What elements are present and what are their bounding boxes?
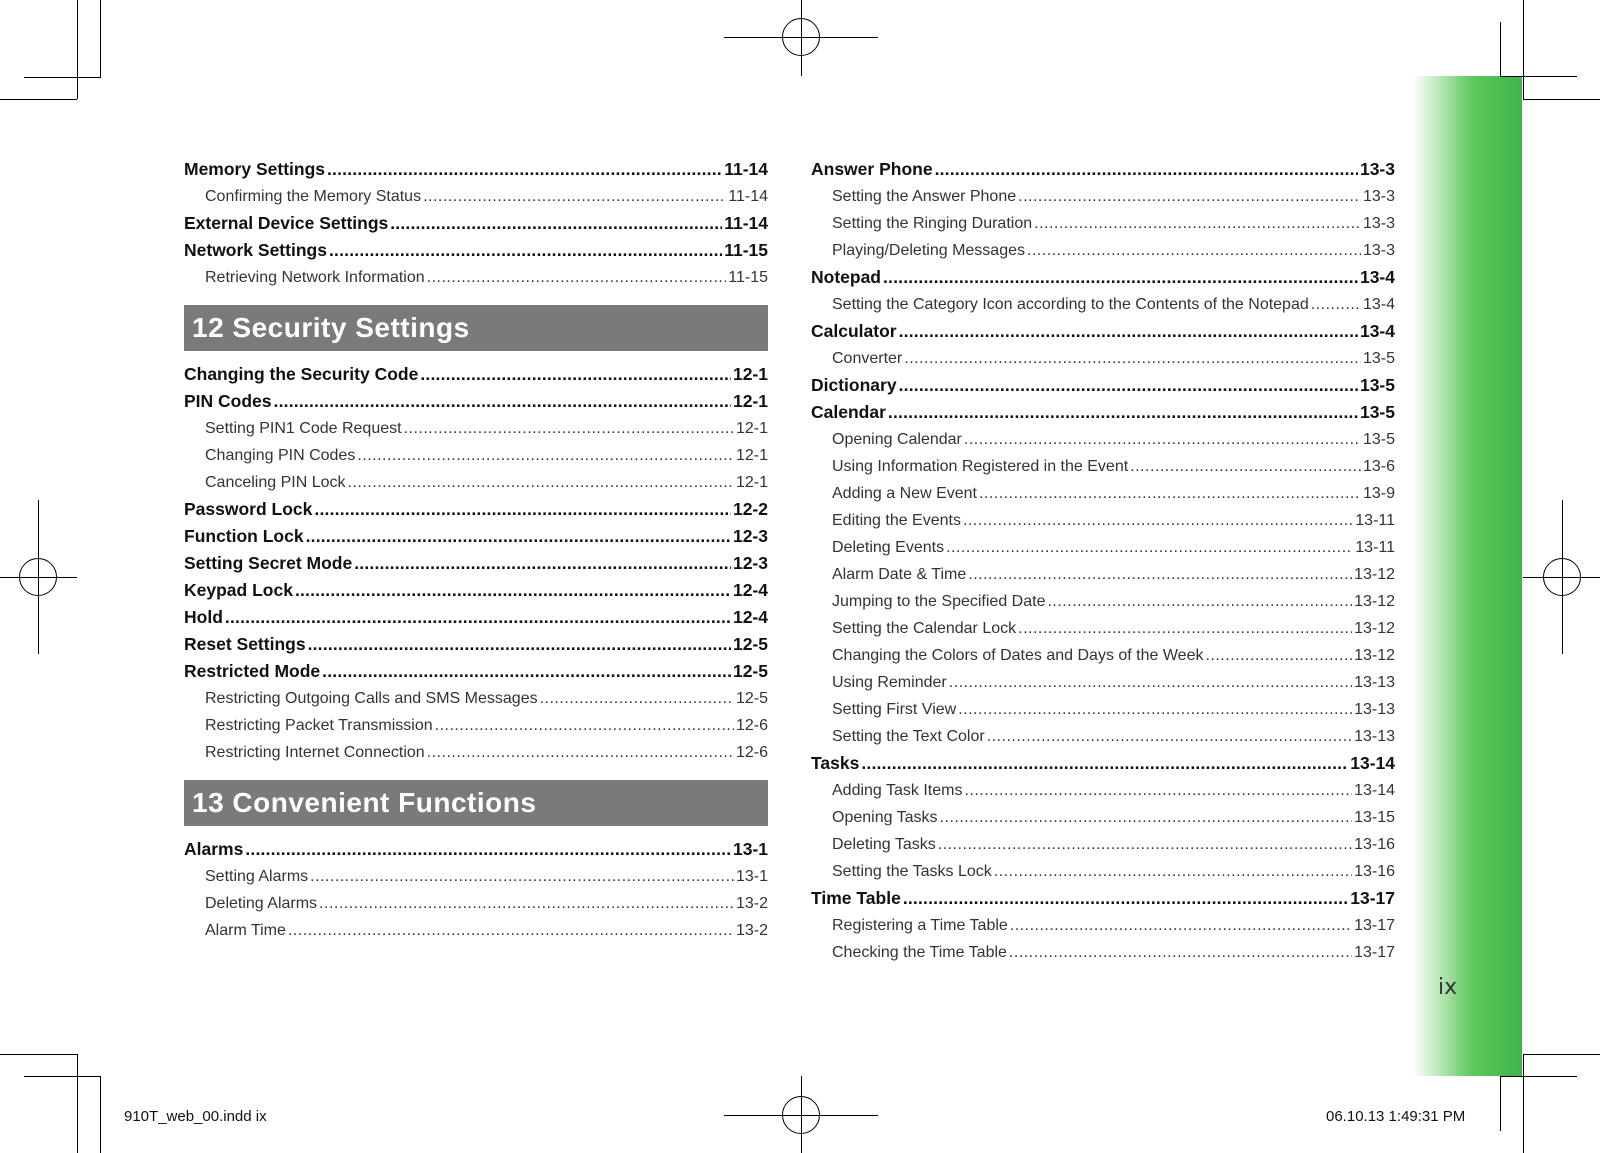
dot-leader [949,669,1352,696]
dot-leader [958,696,1352,723]
toc-page-number: 12-2 [732,499,768,519]
dot-leader [935,156,1358,183]
toc-section-entry[interactable] [184,577,768,604]
toc-entry-label: Alarms [184,839,244,859]
dot-leader [404,415,734,442]
toc-entry-label: Restricting Internet Connection [205,744,425,761]
footer-file-name: 910T_web_00.indd ix [124,1108,267,1125]
toc-subsection-entry[interactable] [811,858,1395,885]
dot-leader [1130,453,1361,480]
toc-subsection-entry[interactable] [184,863,768,890]
toc-entry-label: Opening Calendar [832,431,962,448]
toc-entry-label: Registering a Time Table [832,917,1008,934]
toc-subsection-entry[interactable] [811,939,1395,966]
toc-section-entry[interactable] [184,631,768,658]
toc-section-entry[interactable] [811,399,1395,426]
toc-page-number: 13-3 [1362,188,1395,205]
toc-page-number: 13-3 [1362,215,1395,232]
dot-leader [938,831,1352,858]
toc-section-entry[interactable] [184,836,768,863]
dot-leader [1018,615,1352,642]
toc-entry-label: Changing the Security Code [184,364,419,384]
toc-entry-label: Changing PIN Codes [205,447,356,464]
toc-entry-label: Setting PIN1 Code Request [205,420,402,437]
toc-page-number: 12-6 [735,717,768,734]
toc-section-entry[interactable] [184,496,768,523]
toc-entry-label: PIN Codes [184,391,272,411]
toc-entry-label: Editing the Events [832,512,961,529]
toc-entry-label: Network Settings [184,240,327,260]
toc-entry-label: Setting the Answer Phone [832,188,1017,205]
toc-entry-label: Deleting Tasks [832,836,936,853]
toc-entry-label: Time Table [811,888,901,908]
toc-subsection-entry[interactable] [184,712,768,739]
toc-page-number: 13-6 [1362,458,1395,475]
toc-subsection-entry[interactable] [811,777,1395,804]
toc-page-number: 13-12 [1354,620,1395,637]
dot-leader [427,264,727,291]
toc-entry-label: Setting Secret Mode [184,553,353,573]
dot-leader [883,264,1358,291]
toc-entry-label: Jumping to the Specified Date [832,593,1046,610]
toc-entry-label: Deleting Alarms [205,895,318,912]
toc-subsection-entry[interactable] [811,912,1395,939]
dot-leader [423,183,726,210]
toc-section-entry[interactable] [184,658,768,685]
toc-entry-label: Calculator [811,321,897,341]
toc-page-number: 12-4 [732,580,768,600]
dot-leader [904,345,1361,372]
dot-leader [964,777,1352,804]
toc-entry-label: Memory Settings [184,159,325,179]
toc-page-number: 13-5 [1362,431,1395,448]
toc-right-column [811,156,1395,966]
footer-timestamp: 06.10.13 1:49:31 PM [1326,1108,1466,1125]
toc-subsection-entry[interactable] [811,480,1395,507]
toc-subsection-entry[interactable] [811,291,1395,318]
dot-leader [357,442,734,469]
dot-leader [540,685,734,712]
toc-page-number: 13-2 [735,895,768,912]
toc-section-entry[interactable] [184,523,768,550]
toc-page-number: 12-4 [732,607,768,627]
toc-section-entry[interactable] [811,885,1395,912]
toc-subsection-entry[interactable] [811,237,1395,264]
toc-subsection-entry[interactable] [184,685,768,712]
toc-subsection-entry[interactable] [811,642,1395,669]
toc-page-number: 13-1 [732,839,768,859]
toc-subsection-entry[interactable] [184,469,768,496]
toc-page-number: 13-5 [1359,375,1395,395]
toc-section-entry[interactable] [184,210,768,237]
toc-page-number: 12-1 [735,420,768,437]
toc-page-number: 12-3 [732,553,768,573]
toc-page-number: 13-1 [735,868,768,885]
toc-page-number: 13-9 [1362,485,1395,502]
toc-subsection-entry[interactable] [811,453,1395,480]
toc-entry-label: Adding Task Items [832,782,963,799]
toc-page-number: 13-15 [1354,809,1395,826]
toc-section-entry[interactable] [184,388,768,415]
toc-page-number: 12-1 [732,364,768,384]
toc-subsection-entry[interactable] [184,415,768,442]
dot-leader [245,836,731,863]
toc-section-entry[interactable] [184,237,768,264]
toc-entry-label: Password Lock [184,499,313,519]
toc-page-number: 13-16 [1354,836,1395,853]
toc-page-number: 13-17 [1354,917,1395,934]
toc-entry-label: Tasks [811,753,860,773]
toc-entry-label: Using Reminder [832,674,947,691]
toc-entry-label: Restricted Mode [184,661,321,681]
dot-leader [1018,183,1361,210]
toc-subsection-entry[interactable] [811,696,1395,723]
toc-entry-label: Opening Tasks [832,809,938,826]
toc-entry-label: Keypad Lock [184,580,293,600]
toc-subsection-entry[interactable] [811,561,1395,588]
dot-leader [435,712,734,739]
toc-page-number: 13-4 [1359,267,1395,287]
dot-leader [861,750,1348,777]
toc-page-number: 11-14 [724,159,768,179]
toc-entry-label: Canceling PIN Lock [205,474,346,491]
dot-leader [888,399,1358,426]
toc-page-number: 12-5 [732,661,768,681]
dot-leader [1034,210,1361,237]
dot-leader [1009,939,1352,966]
toc-subsection-entry[interactable] [184,442,768,469]
toc-subsection-entry[interactable] [811,183,1395,210]
dot-leader [348,469,734,496]
toc-section-entry[interactable] [184,550,768,577]
toc-page-number: 11-15 [728,269,768,286]
dot-leader [314,496,731,523]
toc-entry-label: Setting First View [832,701,957,718]
dot-leader [327,156,722,183]
toc-subsection-entry[interactable] [811,669,1395,696]
toc-subsection-entry[interactable] [811,588,1395,615]
dot-leader [963,507,1353,534]
toc-entry-label: Alarm Date & Time [832,566,967,583]
toc-entry-label: Adding a New Event [832,485,977,502]
toc-page-number: 13-5 [1362,350,1395,367]
toc-section-entry[interactable] [811,750,1395,777]
toc-page-number: 13-13 [1354,728,1395,745]
toc-entry-label: Setting the Text Color [832,728,985,745]
toc-page-number: 11-14 [724,213,768,233]
toc-subsection-entry[interactable] [184,739,768,766]
toc-entry-label: Changing the Colors of Dates and Days of the Week [832,647,1204,664]
dot-leader [968,561,1352,588]
toc-page-number: 13-4 [1359,321,1395,341]
toc-left-column [184,156,768,944]
toc-section-entry[interactable] [811,318,1395,345]
page-number: ix [1438,975,1458,1000]
toc-page-number: 12-6 [735,744,768,761]
dot-leader [987,723,1352,750]
toc-entry-label: Converter [832,350,903,367]
toc-entry-label: Setting Alarms [205,868,309,885]
toc-subsection-entry[interactable] [811,804,1395,831]
dot-leader [964,426,1361,453]
toc-entry-label: Function Lock [184,526,304,546]
dot-leader [354,550,731,577]
toc-entry-label: Confirming the Memory Status [205,188,422,205]
dot-leader [274,388,731,415]
toc-entry-label: Playing/Deleting Messages [832,242,1025,259]
toc-entry-label: Checking the Time Table [832,944,1007,961]
toc-section-entry[interactable] [184,361,768,388]
toc-entry-label: Restricting Packet Transmission [205,717,433,734]
dot-leader [427,739,734,766]
dot-leader [288,917,734,944]
toc-entry-label: Retrieving Network Information [205,269,425,286]
toc-page-number: 13-17 [1350,888,1395,908]
toc-page-number: 12-3 [732,526,768,546]
toc-subsection-entry[interactable] [811,534,1395,561]
toc-subsection-entry[interactable] [184,917,768,944]
dot-leader [979,480,1361,507]
toc-entry-label: Dictionary [811,375,897,395]
toc-page-number: 13-11 [1355,539,1395,556]
toc-entry-label: Setting the Ringing Duration [832,215,1033,232]
toc-page-number: 12-1 [735,447,768,464]
toc-subsection-entry[interactable] [184,183,768,210]
toc-page-number: 13-17 [1354,944,1395,961]
dot-leader [1205,642,1352,669]
dot-leader [1047,588,1352,615]
toc-page-number: 12-5 [732,634,768,654]
toc-page-number: 13-12 [1354,593,1395,610]
toc-page-number: 12-5 [735,690,768,707]
dot-leader [319,890,734,917]
toc-entry-label: Reset Settings [184,634,306,654]
toc-entry-label: Notepad [811,267,881,287]
toc-section-entry[interactable] [811,264,1395,291]
toc-page-number: 13-2 [735,922,768,939]
toc-page-number: 13-12 [1354,647,1395,664]
toc-section-entry[interactable] [184,156,768,183]
dot-leader [994,858,1352,885]
toc-page-number: 13-11 [1355,512,1395,529]
toc-entry-label: Restricting Outgoing Calls and SMS Messages [205,690,538,707]
dot-leader [225,604,731,631]
dot-leader [308,631,731,658]
toc-page-number: 13-14 [1354,782,1395,799]
toc-page-number: 13-12 [1354,566,1395,583]
dot-leader [420,361,731,388]
dot-leader [940,804,1353,831]
dot-leader [899,318,1358,345]
toc-entry-label: Alarm Time [205,922,286,939]
dot-leader [310,863,734,890]
toc-page-number: 12-1 [735,474,768,491]
toc-entry-label: Hold [184,607,223,627]
toc-entry-label: Setting the Calendar Lock [832,620,1017,637]
dot-leader [1027,237,1361,264]
toc-page-number: 11-15 [724,240,768,260]
toc-subsection-entry[interactable] [811,615,1395,642]
dot-leader [1010,912,1352,939]
dot-leader [329,237,722,264]
dot-leader [1311,291,1361,318]
toc-entry-label: Answer Phone [811,159,933,179]
toc-page-number: 11-14 [728,188,768,205]
toc-subsection-entry[interactable] [811,831,1395,858]
toc-entry-label: Calendar [811,402,886,422]
toc-entry-label: Using Information Registered in the Event [832,458,1129,475]
chapter-heading: 12 Security Settings [184,305,768,351]
toc-entry-label: Setting the Category Icon according to the Contents of the Notepad [832,296,1309,313]
toc-subsection-entry[interactable] [811,426,1395,453]
toc-subsection-entry[interactable] [184,890,768,917]
toc-page-number: 13-5 [1359,402,1395,422]
toc-page-number: 13-4 [1362,296,1395,313]
toc-subsection-entry[interactable] [811,345,1395,372]
dot-leader [946,534,1353,561]
dot-leader [903,885,1348,912]
toc-section-entry[interactable] [811,156,1395,183]
chapter-heading: 13 Convenient Functions [184,780,768,826]
toc-page-number: 13-13 [1354,701,1395,718]
dot-leader [899,372,1358,399]
toc-subsection-entry[interactable] [811,507,1395,534]
dot-leader [322,658,731,685]
toc-page-number: 13-3 [1362,242,1395,259]
toc-page-number: 12-1 [732,391,768,411]
toc-section-entry[interactable] [811,372,1395,399]
dot-leader [295,577,731,604]
toc-subsection-entry[interactable] [184,264,768,291]
toc-subsection-entry[interactable] [811,723,1395,750]
toc-page-number: 13-3 [1359,159,1395,179]
dot-leader [390,210,722,237]
toc-entry-label: Setting the Tasks Lock [832,863,992,880]
toc-entry-label: External Device Settings [184,213,389,233]
dot-leader [306,523,731,550]
toc-entry-label: Deleting Events [832,539,945,556]
toc-section-entry[interactable] [184,604,768,631]
side-band [1412,76,1522,1076]
toc-page-number: 13-16 [1354,863,1395,880]
toc-subsection-entry[interactable] [811,210,1395,237]
toc-page-number: 13-13 [1354,674,1395,691]
toc-page-number: 13-14 [1350,753,1395,773]
